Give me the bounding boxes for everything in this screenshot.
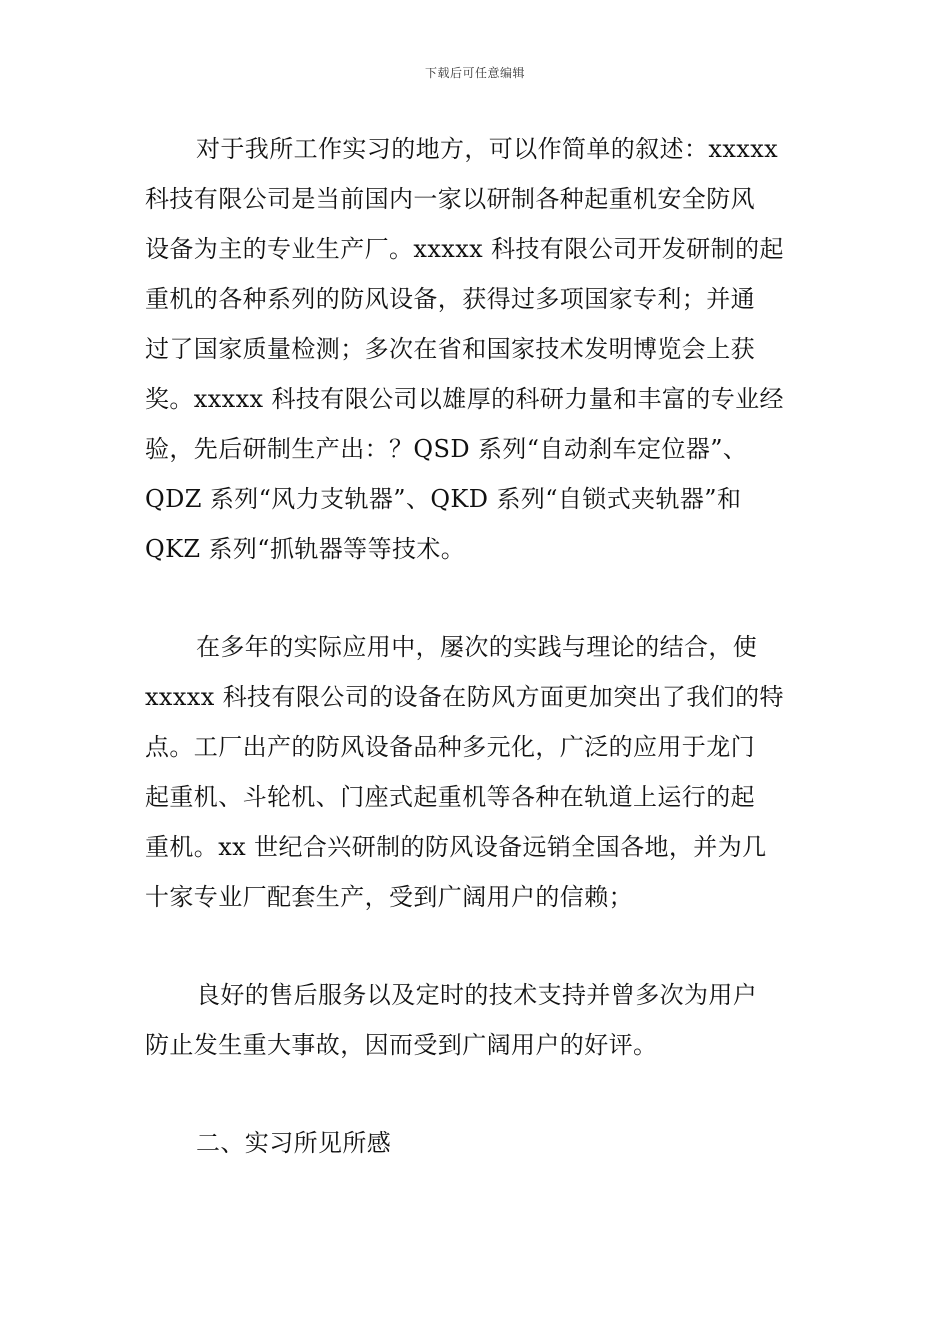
paragraph-line: 重机的各种系列的防风设备，获得过多项国家专利；并通 bbox=[145, 285, 755, 313]
paragraph-line: 奖。xxxxx 科技有限公司以雄厚的科研力量和丰富的专业经 bbox=[145, 385, 784, 413]
paragraph-line: 十家专业厂配套生产，受到广阔用户的信赖； bbox=[145, 883, 633, 911]
paragraph-line: QDZ 系列“风力支轨器”、QKD 系列“自锁式夹轨器”和 bbox=[145, 485, 742, 513]
paragraph-line: 对于我所工作实习的地方，可以作简单的叙述：xxxxx bbox=[196, 135, 779, 163]
paragraph-line: 在多年的实际应用中，屡次的实践与理论的结合，使 bbox=[196, 633, 758, 661]
paragraph-line: QKZ 系列“抓轨器等等技术。 bbox=[145, 535, 466, 563]
section-heading-text: 二、实习所见所感 bbox=[196, 1129, 392, 1157]
paragraph-line: 验，先后研制生产出：？QSD 系列“自动刹车定位器”、 bbox=[145, 435, 748, 463]
paragraph-line: 防止发生重大事故，因而受到广阔用户的好评。 bbox=[145, 1031, 658, 1059]
paragraph-line: xxxxx 科技有限公司的设备在防风方面更加突出了我们的特 bbox=[145, 683, 784, 711]
paragraph-line: 重机。xx 世纪合兴研制的防风设备远销全国各地，并为几 bbox=[145, 833, 767, 861]
paragraph-line: 起重机、斗轮机、门座式起重机等各种在轨道上运行的起 bbox=[145, 783, 755, 811]
paragraph-line: 过了国家质量检测；多次在省和国家技术发明博览会上获 bbox=[145, 335, 755, 363]
paragraph-line: 良好的售后服务以及定时的技术支持并曾多次为用户 bbox=[196, 981, 758, 1009]
paragraph-line: 点。工厂出产的防风设备品种多元化，广泛的应用于龙门 bbox=[145, 733, 755, 761]
paragraph-line: 科技有限公司是当前国内一家以研制各种起重机安全防风 bbox=[145, 185, 755, 213]
header-note: 下载后可任意编辑 bbox=[424, 66, 525, 80]
paragraph-line: 设备为主的专业生产厂。xxxxx 科技有限公司开发研制的起 bbox=[145, 235, 784, 263]
